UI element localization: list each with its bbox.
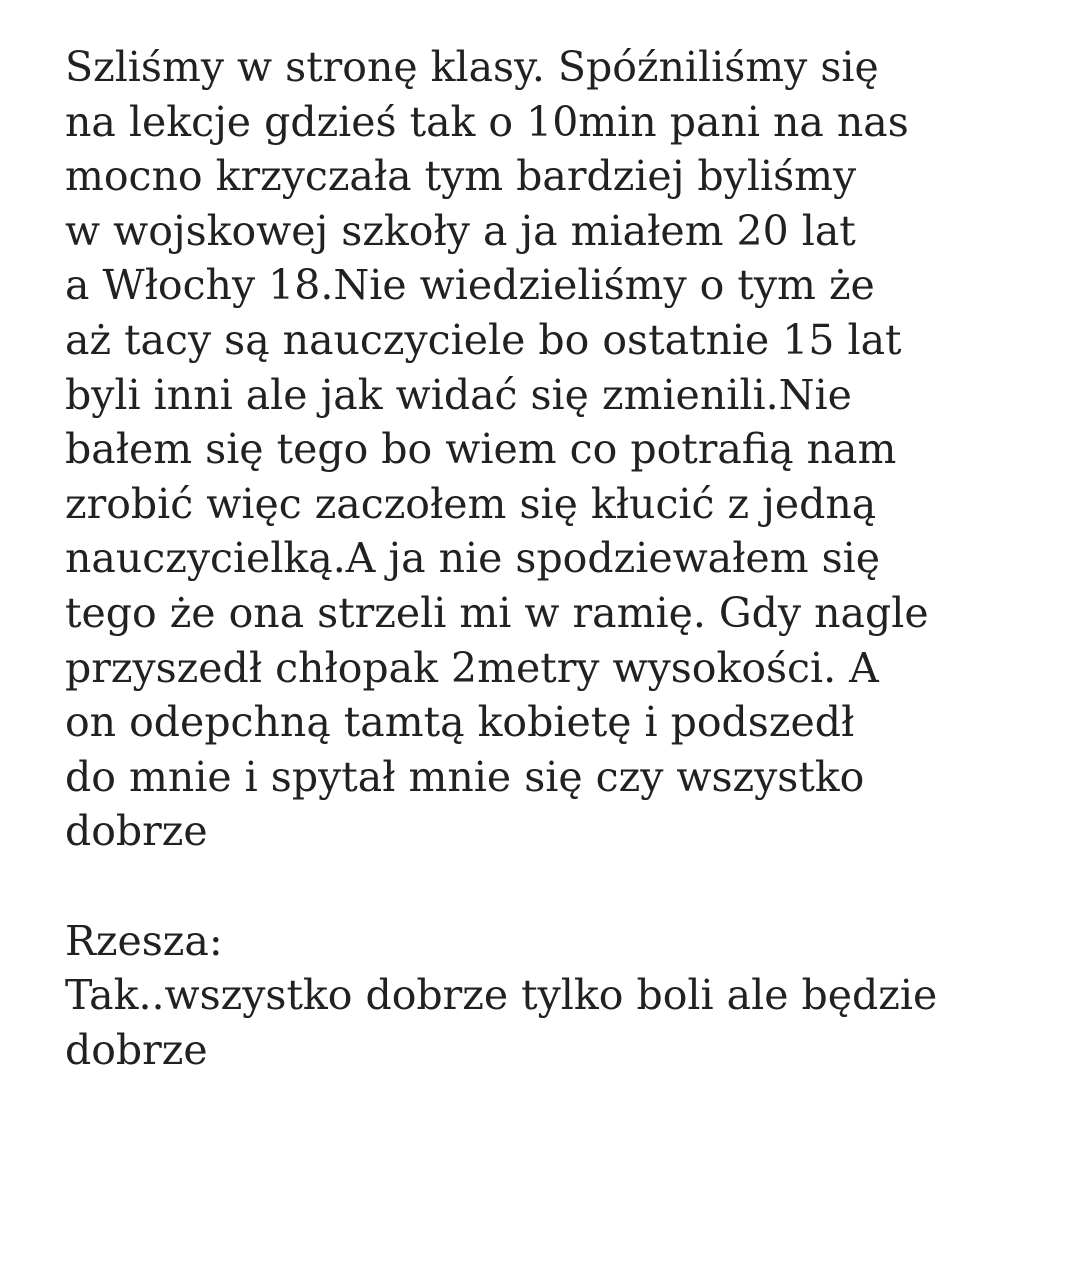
text-line: on odepchną tamtą kobietę i podszedł bbox=[65, 698, 855, 747]
narration-paragraph bbox=[65, 40, 1055, 859]
paragraph-spacer bbox=[65, 859, 1055, 914]
text-line: na lekcje gdzieś tak o 10min pani na nas bbox=[65, 97, 909, 146]
text-line: dobrze bbox=[65, 807, 208, 856]
speaker-name: Rzesza: bbox=[65, 916, 223, 965]
text-line: w wojskowej szkoły a ja miałem 20 lat bbox=[65, 206, 856, 255]
text-line: tego że ona strzeli mi w ramię. Gdy nagle bbox=[65, 588, 929, 637]
text-line: nauczycielką.A ja nie spodziewałem się bbox=[65, 534, 881, 583]
dialogue-line: Tak..wszystko dobrze tylko boli ale będzie bbox=[65, 971, 938, 1020]
text-line: do mnie i spytał mnie się czy wszystko bbox=[65, 752, 865, 801]
text-line: a Włochy 18.Nie wiedzieliśmy o tym że bbox=[65, 261, 875, 310]
text-line: zrobić więc zaczołem się kłucić z jedną bbox=[65, 479, 877, 528]
text-line: bałem się tego bo wiem co potrafią nam bbox=[65, 425, 897, 474]
story-text bbox=[65, 40, 1055, 1077]
text-line: Szliśmy w stronę klasy. Spóźniliśmy się bbox=[65, 43, 879, 91]
text-line: przyszedł chłopak 2metry wysokości. A bbox=[65, 643, 879, 692]
dialogue-block bbox=[65, 914, 1055, 1078]
text-line: mocno krzyczała tym bardziej byliśmy bbox=[65, 152, 857, 201]
dialogue-line: dobrze bbox=[65, 1025, 208, 1074]
text-line: byli inni ale jak widać się zmienili.Nie bbox=[65, 370, 852, 419]
text-line: aż tacy są nauczyciele bo ostatnie 15 lat bbox=[65, 315, 902, 364]
